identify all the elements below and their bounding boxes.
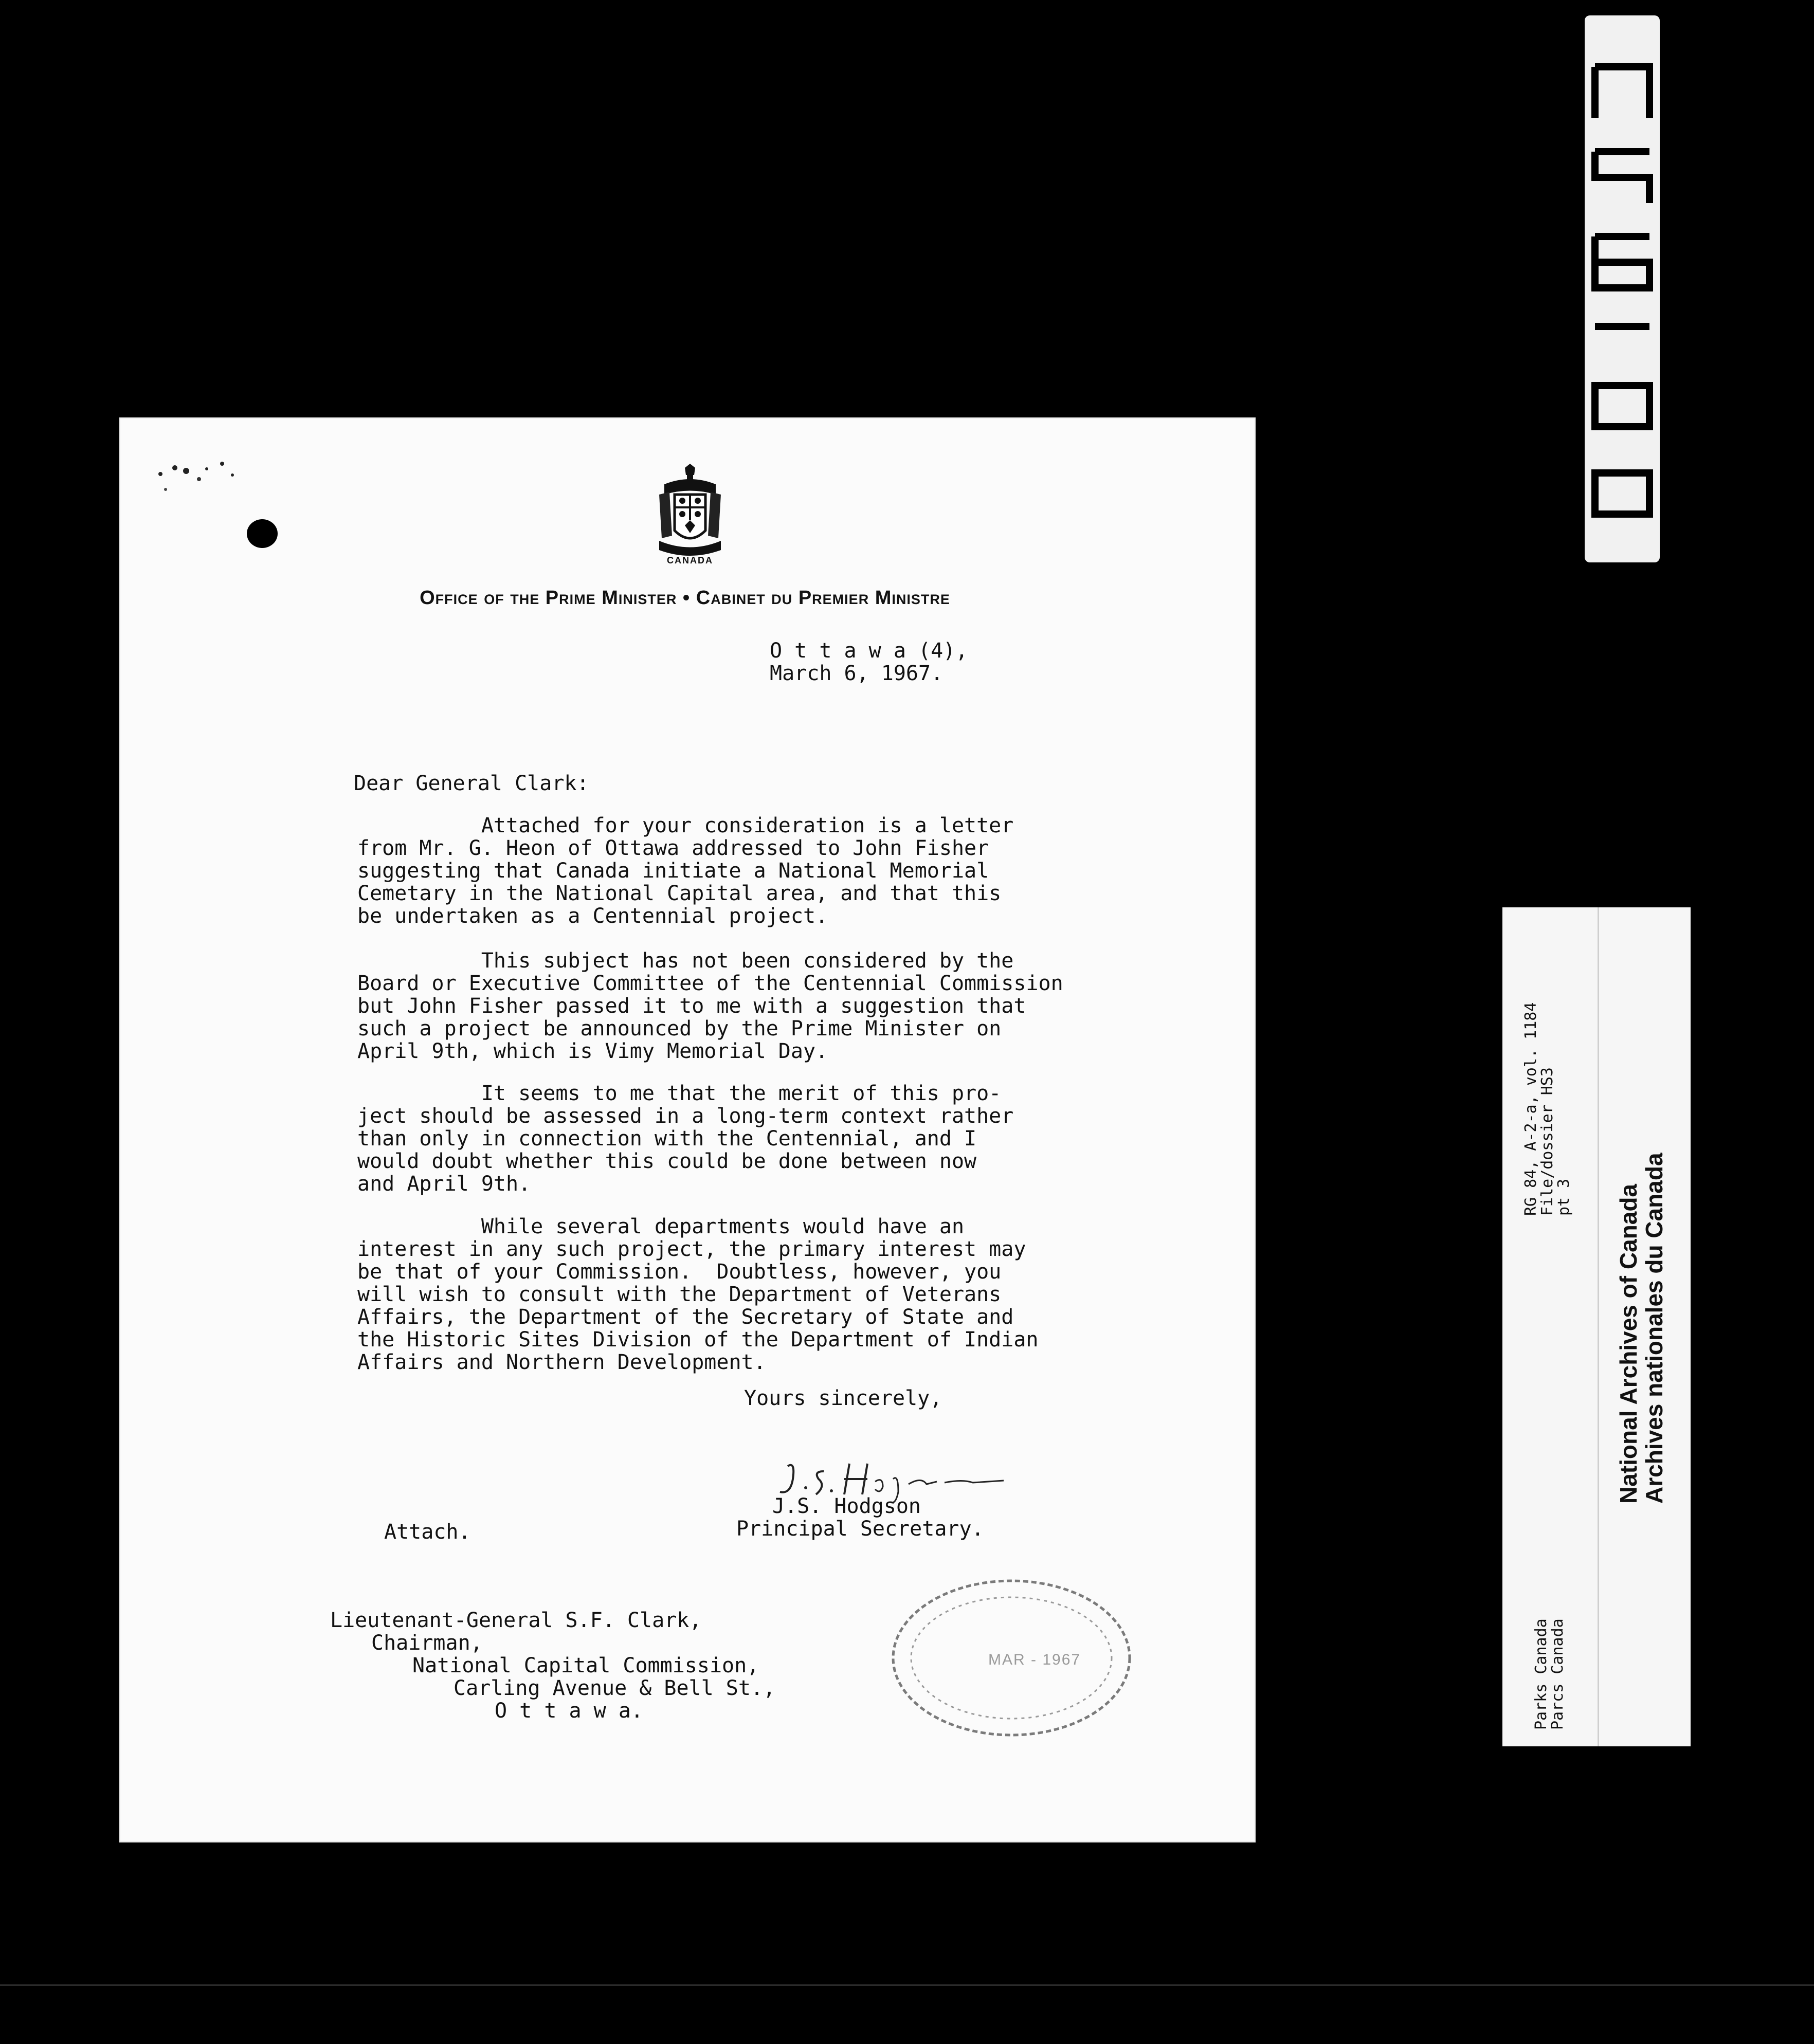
address-line: Carling Avenue & Bell St., bbox=[454, 1676, 776, 1700]
film-edge-line bbox=[0, 1984, 1814, 1986]
frame-number-digits bbox=[1585, 31, 1660, 545]
crest-caption: CANADA bbox=[667, 555, 713, 565]
office-heading: Office of the Prime Minister • Cabinet du Premier Ministre bbox=[420, 587, 950, 609]
signatory-name: J.S. Hodgson bbox=[772, 1494, 921, 1518]
archive-reference: RG 84, A-2-a, vol. 1184 File/dossier HS3 pt 3 bbox=[1522, 1002, 1573, 1216]
body-paragraph: This subject has not been considered by the Board or Executive Committee of the Centennial Commission but John Fisher passed it to me with a suggestion that such a project be announced by the Prime Minister on April 9th, which is Vimy Memorial Day. bbox=[357, 949, 1063, 1063]
label-divider bbox=[1598, 907, 1599, 1746]
archive-label bbox=[1502, 907, 1691, 1746]
ink-blot bbox=[247, 519, 278, 548]
letter-page bbox=[119, 417, 1256, 1842]
signatory-title: Principal Secretary. bbox=[736, 1517, 984, 1541]
address-line: Chairman, bbox=[371, 1631, 483, 1655]
address-line: Lieutenant-General S.F. Clark, bbox=[330, 1609, 702, 1632]
address-line: O t t a w a. bbox=[495, 1699, 643, 1723]
dateline-date: March 6, 1967. bbox=[770, 662, 944, 685]
stamp-date: MAR - 1967 bbox=[988, 1651, 1081, 1668]
canada-coat-of-arms-icon bbox=[649, 464, 731, 567]
ink-specks bbox=[150, 453, 253, 500]
archive-agency: Parks Canada Parcs Canada bbox=[1532, 1618, 1567, 1730]
dateline bbox=[770, 640, 968, 685]
body-paragraph: Attached for your consideration is a letter from Mr. G. Heon of Ottawa addressed to John Fisher suggesting that Canada initiate a National Memorial Cemetary in the National Capital area, and that this be undertaken as a Centennial project. bbox=[357, 814, 1014, 928]
dateline-place: O t t a w a (4), bbox=[770, 639, 968, 663]
closing: Yours sincerely, bbox=[744, 1386, 942, 1410]
address-line: National Capital Commission, bbox=[412, 1654, 759, 1677]
salutation: Dear General Clark: bbox=[354, 772, 589, 795]
enclosure-note: Attach. bbox=[384, 1520, 471, 1544]
archives-name: National Archives of Canada Archives nationales du Canada bbox=[1615, 1153, 1667, 1504]
body-paragraph: While several departments would have an interest in any such project, the primary interest may be that of your Commission. Doubtless, however, you will wish to consult with the Department of Veterans Affairs, the Department of the Secretary of State and the Historic Sites Division of the Department of Indian Affairs and Northern Development. bbox=[357, 1215, 1039, 1374]
body-paragraph: It seems to me that the merit of this pro- ject should be assessed in a long-term context rather than only in connection with the Centennial, and I would doubt whether this could be done between now and April 9th. bbox=[357, 1082, 1014, 1196]
